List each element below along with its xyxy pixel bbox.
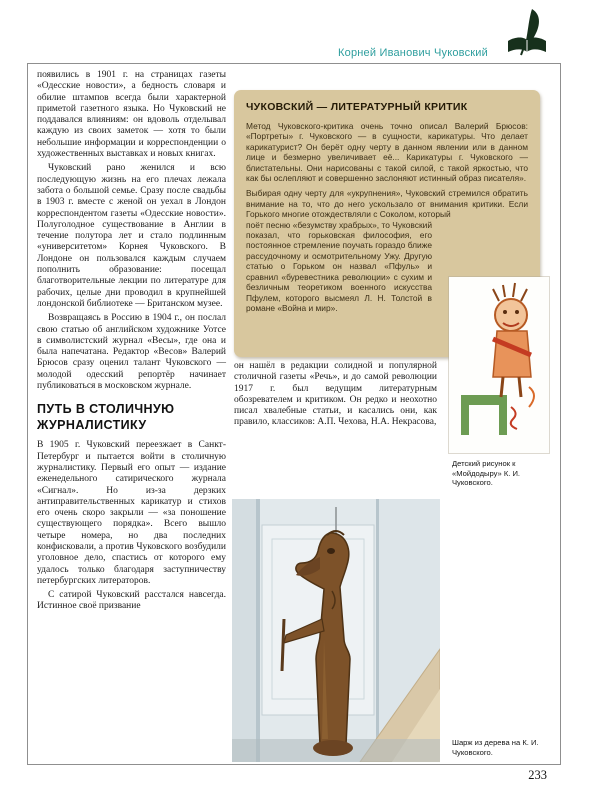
body-paragraph: он нашёл в редакции солидной и популярной столичной газеты «Речь», и до самой революции 1917 г. был ведущим литературным обозревателем и критиком. Он редко и неохотно писал хвалебные статьи, и касались они, как правило, классиков: А.П. Чехова, Н.А. Некрасова, [234,361,437,428]
page-header-title: Корней Иванович Чуковский [338,47,488,59]
page-number: 233 [528,768,547,782]
left-column [37,70,226,616]
wood-caricature-photo [232,499,440,762]
body-paragraph: В 1905 г. Чуковский переезжает в Санкт-Петербург и пытается войти в столичную журналистику. Первый его опыт — издание еженедельного сатирического журнала «Сигнал». Но из-за дерзких антиправительственных карикатур и стихов его очень скоро закрыли — «за поношение существующего порядка». Всего вышло четыре номера, но два последних конфисковали, а против Чуковского возбудили уголовное дело, спастись от которого ему удалось только благодаря заступничеству петербургских литераторов. [37,440,226,586]
child-drawing-graphic [449,277,549,453]
child-drawing-illustration [449,277,549,453]
sidebar-paragraph: Выбирая одну черту для «укрупнения», Чуковский стремился обратить внимание на то, что до него ускользало от внимания критики. Если Горького многие отождествляли с Соколом, который [246,188,528,220]
sidebar-title: ЧУКОВСКИЙ — ЛИТЕРАТУРНЫЙ КРИТИК [246,101,468,113]
book-and-quill-icon [504,7,550,59]
middle-column [234,361,437,429]
body-paragraph: Чуковский рано женился и всю последующую жизнь на его плечах лежала забота о большой семье. Сразу после свадьбы в 1903 г. вместе с женой он уехал в Лондон корреспондентом газеты «Одесские новости». Полуголодное существование в Англии в течение полутора лет и стало подлинным «университетом» Корнея Чуковского. В Лондоне он пользовался каждым случаем пополнить образование: посещал благотворительные лекции по литературе для рабочих, целые дни проводил в крупнейшей лондонской библиотеке — Британском музее. [37,163,226,309]
body-paragraph: появились в 1901 г. на страницах газеты «Одесские новости», а бедность словаря и обилие штампов всегда были характерной приметой газетного языка. Но Чуковский не поддавался влияниям: он вдоволь отделывал каждую из своих заметок — хотя то были небольшие информации и корреспонденции о художественных выставках и новых книгах. [37,70,226,160]
book-and-quill-icon-graphic [504,7,550,59]
wood-caricature-graphic [232,499,440,762]
body-paragraph: Возвращаясь в Россию в 1904 г., он послал свою статью об английском художнике Уотсе в символистский журнал «Весы», где она и была напечатана. Редактор «Весов» Валерий Брюсов сразу оценил талант Чуковского — молодой одесский репортёр начинает публиковаться в московском журнале. [37,313,226,392]
illustration-caption: Детский рисунок к «Мойдодыру» К. И. Чуковского. [452,459,521,488]
sidebar-paragraph: поёт песню «безумству храбрых», то Чуковский показал, что горьковская философия, его постоянное стремление поучать гораздо ближе рассудочному и осмотрительному Ужу. Другую статью о Горьком он назвал «Пфуль» и сравнил «буревестника революции» с сухим и безличным теоретиком военного искусства Пфулем, которого высмеял Л. Н. Толстой в романе «Война и мир». [246,219,432,313]
section-heading: ПУТЬ В СТОЛИЧНУЮ ЖУРНАЛИСТИКУ [37,402,175,432]
body-paragraph: С сатирой Чуковский расстался навсегда. Истинное своё призвание [37,590,226,612]
sidebar-paragraph: Метод Чуковского-критика очень точно описал Валерий Брюсов: «Портреты» г. Чуковского — в сущности, карикатуры. Что делает карикатурист? Он берёт одну черту в данном явлении или в данном лице и безмерно увеличивает её... Карикатуры г. Чуковского — блистательны. Они нарисованы с такой силой, с такой яркостью, что как бы ослепляют и совершенно заслоняют истинный образ писателя». [246,121,528,184]
photo-caption: Шарж из дерева на К. И. Чуковского. [452,738,539,757]
